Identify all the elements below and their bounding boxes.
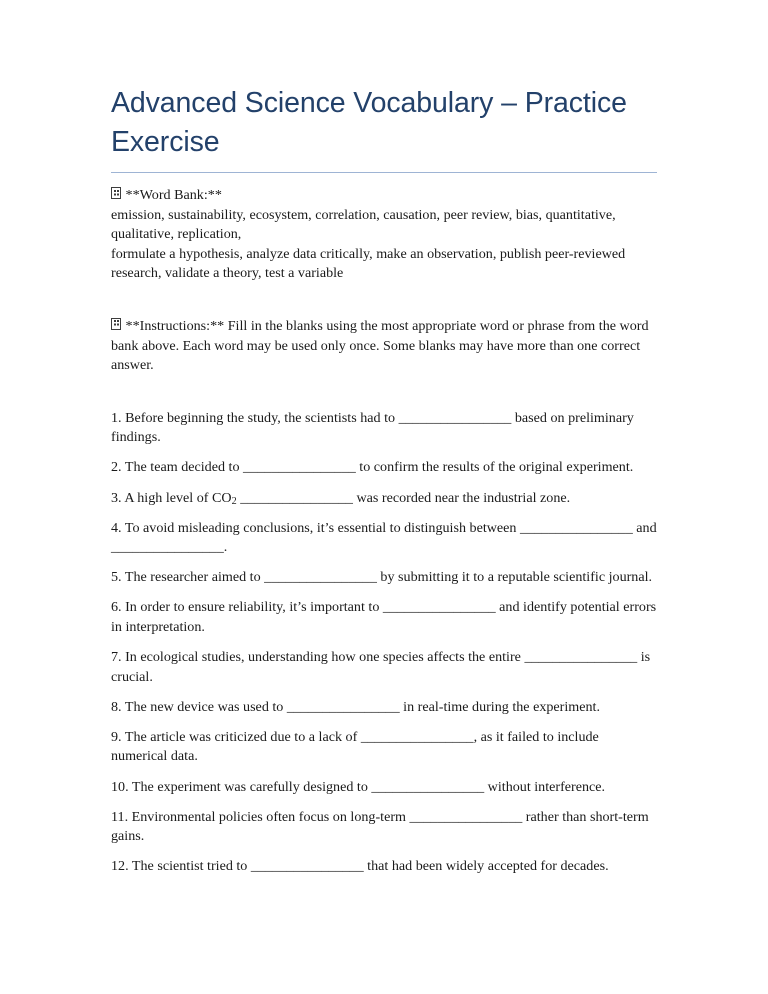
question-number: 6.: [111, 599, 122, 616]
question-text-before: The scientist tried to: [128, 858, 251, 875]
question-text-after: based on preliminary findings.: [111, 409, 634, 446]
question-item: [111, 728, 657, 767]
question-number: 7.: [111, 649, 122, 666]
question-item: [111, 857, 657, 877]
question-text-before: In ecological studies, understanding how one species affects the entire: [121, 649, 525, 666]
answer-blank[interactable]: ________________: [371, 778, 485, 795]
question-item: [111, 598, 657, 637]
question-text-before: The team decided to: [121, 459, 244, 476]
question-text-before: The new device was used to: [121, 698, 287, 715]
question-number: 1.: [111, 409, 122, 426]
question-text-after: in real-time during the experiment.: [399, 698, 600, 715]
question-number: 11.: [111, 808, 129, 825]
question-item: [111, 698, 657, 718]
answer-blank[interactable]: ________________: [520, 519, 633, 536]
missing-glyph-icon: [111, 187, 121, 199]
question-text-after: , as it failed to include numerical data.: [111, 728, 599, 765]
question-text-after: by submitting it to a reputable scientific journal.: [376, 569, 653, 586]
question-number: 9.: [111, 728, 122, 745]
question-number: 12.: [111, 858, 129, 875]
document-body: [111, 84, 657, 877]
section-spacer-2: [111, 376, 657, 409]
question-item: [111, 778, 657, 798]
answer-blank[interactable]: ________________: [286, 698, 400, 715]
question-item: [111, 808, 657, 847]
question-text-before: To avoid misleading conclusions, it’s essential to distinguish between: [121, 519, 521, 536]
title-divider: [111, 172, 657, 173]
question-item: [111, 648, 657, 687]
instructions-text: Fill in the blanks using the most appropriate word or phrase from the word bank above. Each word may be used only once. Some blanks may have more than one correct answer.: [111, 317, 649, 374]
answer-blank[interactable]: ________________: [240, 489, 353, 506]
question-text-before: The experiment was carefully designed to: [128, 778, 372, 795]
question-item: [111, 519, 657, 558]
answer-blank[interactable]: ________________: [250, 858, 364, 875]
question-text-middle: and: [632, 519, 657, 536]
question-text-after: is crucial.: [111, 649, 651, 685]
question-text-after: rather than short-term gains.: [111, 808, 649, 845]
answer-blank[interactable]: ________________: [111, 539, 224, 556]
answer-blank[interactable]: ________________: [409, 808, 523, 825]
question-text-after: .: [223, 539, 228, 556]
chemical-subscript: 2: [231, 495, 237, 507]
question-text-before: The article was criticized due to a lack of: [121, 728, 361, 745]
question-text-after: and identify potential errors in interpretation.: [111, 599, 657, 635]
section-spacer-1: [111, 284, 657, 317]
question-item: [111, 409, 657, 448]
answer-blank[interactable]: ________________: [382, 599, 496, 616]
answer-blank[interactable]: ________________: [398, 409, 512, 426]
answer-blank[interactable]: ________________: [524, 649, 638, 666]
question-text-before: In order to ensure reliability, it’s important to: [121, 599, 383, 616]
answer-blank[interactable]: ________________: [264, 569, 377, 586]
word-bank-line-1: emission, sustainability, ecosystem, correlation, causation, peer review, bias, quantitative, qualitative, replication,: [111, 206, 616, 243]
missing-glyph-icon: [111, 318, 121, 330]
word-bank-section: [111, 186, 657, 284]
question-item: [111, 489, 657, 509]
question-text-after: to confirm the results of the original experiment.: [355, 459, 634, 476]
word-bank-heading: [111, 186, 657, 206]
question-number: 3.: [111, 489, 122, 506]
question-text-after: was recorded near the industrial zone.: [352, 489, 571, 506]
question-text-before: Before beginning the study, the scientists had to: [121, 409, 399, 426]
question-number: 5.: [111, 569, 122, 586]
question-item: [111, 568, 657, 588]
question-text-before: The researcher aimed to: [121, 569, 265, 586]
answer-blank[interactable]: ________________: [243, 459, 356, 476]
question-number: 8.: [111, 698, 122, 715]
question-number: 10.: [111, 778, 129, 795]
question-text-before: Environmental policies often focus on long-term: [128, 808, 410, 825]
word-bank-heading-label: **Word Bank:**: [125, 187, 222, 203]
question-text-after: without interference.: [484, 778, 606, 795]
word-bank-line-2: formulate a hypothesis, analyze data critically, make an observation, publish peer-reviewed research, validate a theory, test a variable: [111, 245, 626, 282]
question-number: 2.: [111, 459, 122, 476]
instructions-paragraph: [111, 317, 657, 376]
page-title: Advanced Science Vocabulary – Practice Exercise: [111, 87, 627, 158]
answer-blank[interactable]: ________________: [360, 728, 474, 745]
question-item: [111, 458, 657, 478]
instructions-heading-label: **Instructions:**: [125, 317, 225, 334]
questions-list: [111, 409, 657, 877]
question-text-after: that had been widely accepted for decades.: [363, 858, 609, 875]
instructions-section: [111, 317, 657, 376]
question-number: 4.: [111, 519, 122, 536]
question-text-before: A high level of CO: [121, 489, 232, 506]
